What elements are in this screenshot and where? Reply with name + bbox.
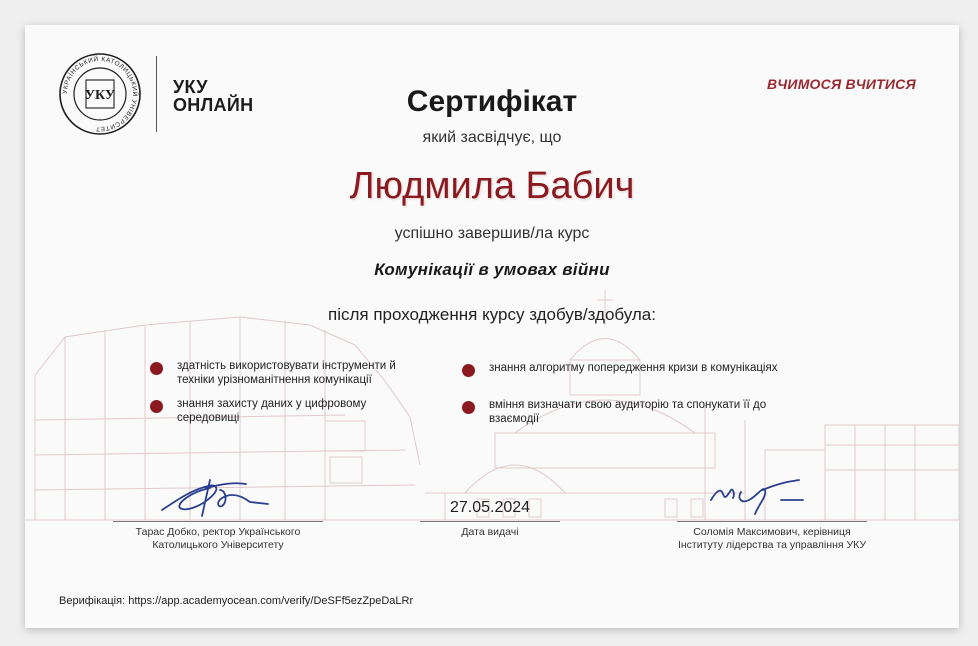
certificate-subtitle: який засвідчує, що <box>422 129 562 146</box>
brand-line-2: ОНЛАЙН <box>173 95 254 115</box>
bullet-dot-icon <box>150 400 163 413</box>
seal-monogram: УКУ <box>84 88 116 103</box>
skills-intro: після проходження курсу здобув/здобула: <box>327 305 656 324</box>
skill-line: знання алгоритму попередження кризи в комунікаціях <box>489 362 778 374</box>
issue-date: 27.05.2024 <box>449 499 531 516</box>
completed-text: успішно завершив/ла курс <box>394 225 590 242</box>
course-name: Комунікації в умовах війни <box>374 260 610 279</box>
skill-line: знання захисту даних у цифровому <box>177 398 367 410</box>
skill-line: вміння визначати свою аудиторію та спонукати її до <box>489 399 767 411</box>
signature-line-date <box>420 521 560 522</box>
skill-item <box>462 361 842 377</box>
bullet-dot-icon <box>462 364 475 377</box>
director-caption <box>632 526 912 552</box>
skill-line: середовищі <box>177 412 240 424</box>
director-caption-line-2: Інституту лідерства та управління УКУ <box>677 539 867 551</box>
rector-signature-icon <box>150 468 290 523</box>
signature-line-left <box>113 521 323 522</box>
certificate-sheet <box>25 25 959 628</box>
director-signature-icon <box>707 470 817 520</box>
skill-line: здатність використовувати інструменти й <box>177 360 396 372</box>
rector-caption <box>83 526 353 552</box>
skill-line: техніки урізноманітнення комунікації <box>177 374 372 386</box>
rector-caption-line-1: Тарас Добко, ректор Українського <box>135 526 301 538</box>
verification-link[interactable]: Верифікація: https://app.academyocean.com/verify/DeSFf5ezZpeDaLRr <box>59 595 414 607</box>
certificate-title: Сертифікат <box>406 85 578 118</box>
recipient-name: Людмила Бабич <box>349 165 635 207</box>
skill-item <box>462 398 842 426</box>
signature-line-right <box>677 521 867 522</box>
director-caption-line-1: Соломія Максимович, керівниця <box>693 526 851 538</box>
skill-item <box>150 359 440 387</box>
seal-ring-text: УКРАЇНСЬКИЙ КАТОЛИЦЬКИЙ УНІВЕРСИТЕТ <box>61 55 139 133</box>
brand-line-1: УКУ <box>173 77 208 97</box>
bullet-dot-icon <box>150 362 163 375</box>
slogan: ВЧИМОСЯ ВЧИТИСЯ <box>767 76 916 92</box>
rector-caption-line-2: Католицького Університету <box>152 539 284 551</box>
bullet-dot-icon <box>462 401 475 414</box>
skill-line: взаємодії <box>489 413 540 425</box>
date-caption: Дата видачі <box>461 526 519 538</box>
skill-item <box>150 397 440 425</box>
